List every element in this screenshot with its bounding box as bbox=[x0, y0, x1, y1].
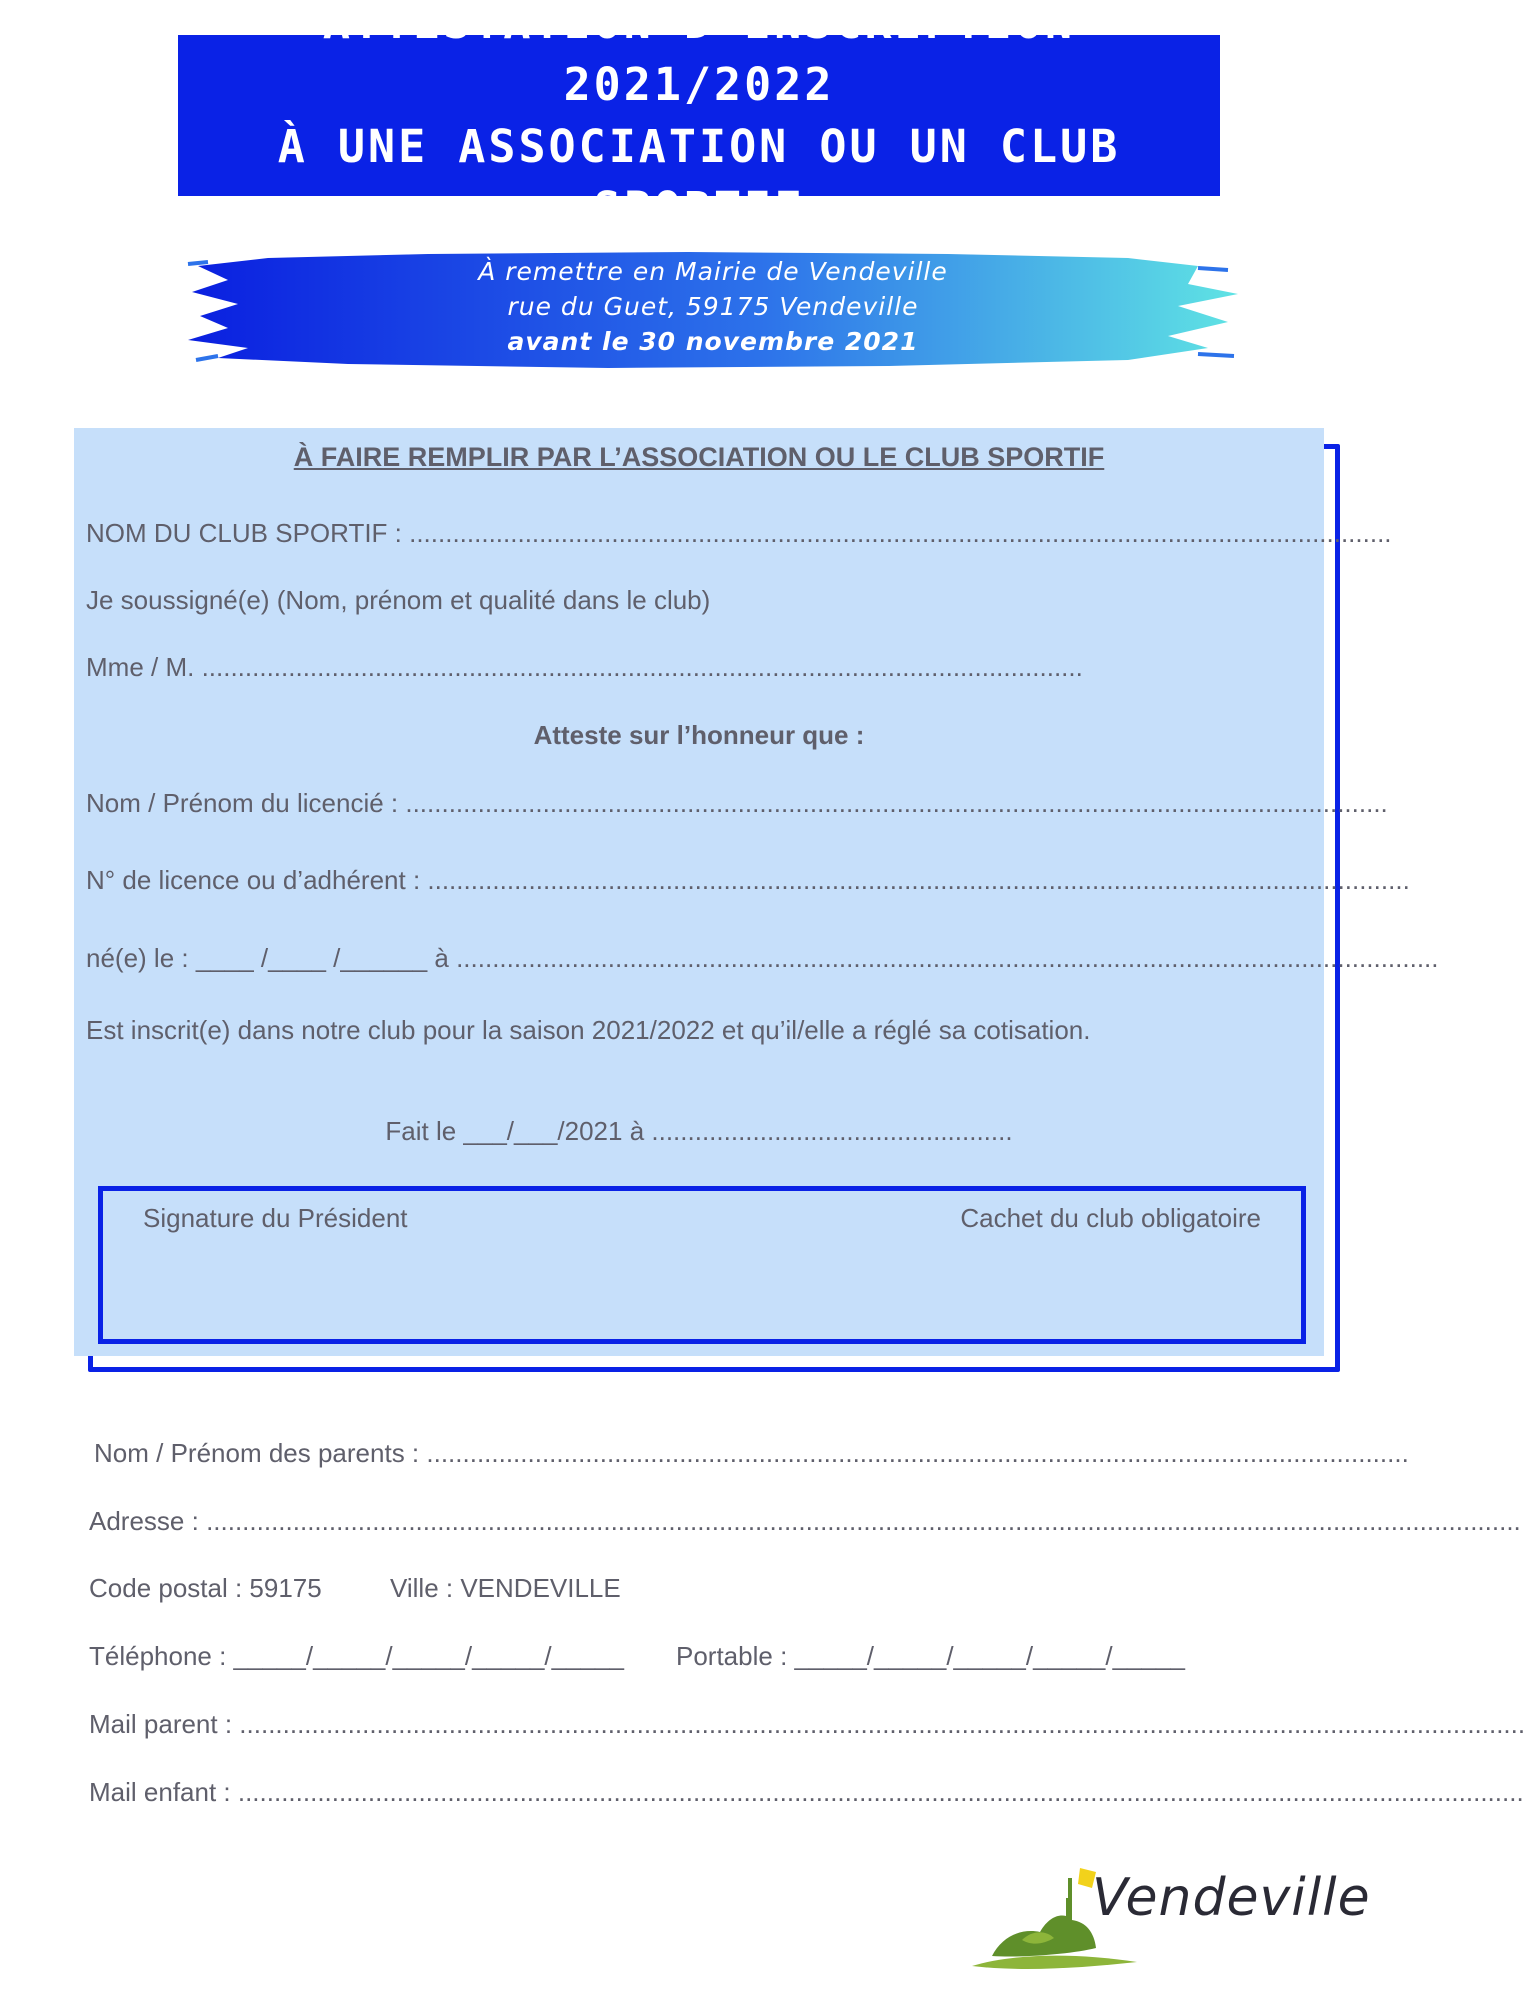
mail-parent-label: Mail parent : bbox=[89, 1709, 240, 1739]
done-at-field[interactable]: Fait le ___/___/2021 à .................................................. bbox=[385, 1116, 1013, 1146]
address-field[interactable]: Adresse : ...................................................................................................................................................................................... bbox=[89, 1506, 1521, 1536]
address-label: Adresse : bbox=[89, 1506, 207, 1536]
title-line-1: ATTESTATION D’INSCRIPTION 2021/2022 bbox=[322, 0, 1076, 111]
delivery-line-2: rue du Guet, 59175 Vendeville bbox=[507, 292, 919, 321]
club-name-label: NOM DU CLUB SPORTIF : bbox=[86, 518, 410, 548]
mobile-field[interactable]: Portable : _____/_____/_____/_____/_____ bbox=[676, 1641, 1185, 1671]
postal-code: Code postal : 59175 bbox=[89, 1573, 322, 1603]
delivery-banner bbox=[188, 244, 1238, 374]
birth-field[interactable]: né(e) le : ____ /____ /______ à ........................................................................................................................................ bbox=[86, 943, 1439, 973]
enrolment-statement: Est inscrit(e) dans notre club pour la saison 2021/2022 et qu’il/elle a réglé sa cotisation. bbox=[86, 1015, 1091, 1045]
club-section bbox=[74, 428, 1439, 1356]
delivery-instructions bbox=[188, 254, 1238, 364]
mail-parent-field[interactable]: Mail parent : .................................................................................................................................................................................. bbox=[89, 1709, 1525, 1739]
licensee-name-field[interactable]: Nom / Prénom du licencié : ........................................................................................................................................ bbox=[86, 788, 1388, 818]
signatory-name-field[interactable]: Mme / M. .......................................................................................................................... bbox=[86, 652, 1083, 682]
mail-child-label: Mail enfant : bbox=[89, 1777, 238, 1807]
delivery-line-1: À remettre en Mairie de Vendeville bbox=[478, 257, 948, 286]
president-signature-label: Signature du Président bbox=[143, 1203, 408, 1233]
signature-box[interactable] bbox=[98, 1186, 1306, 1344]
undersigned-label: Je soussigné(e) (Nom, prénom et qualité dans le club) bbox=[86, 585, 711, 615]
city: Ville : VENDEVILLE bbox=[390, 1573, 621, 1603]
signatory-label: Mme / M. bbox=[86, 652, 202, 682]
licence-label: N° de licence ou d’adhérent : bbox=[86, 865, 428, 895]
parents-name-field[interactable]: Nom / Prénom des parents : ........................................................................................................................................ bbox=[94, 1438, 1409, 1468]
licence-number-field[interactable]: N° de licence ou d’adhérent : ........................................................................................................................................ bbox=[86, 865, 1410, 895]
done-at-label: Fait le ___/___/2021 à bbox=[385, 1116, 652, 1146]
club-stamp-label: Cachet du club obligatoire bbox=[960, 1203, 1261, 1233]
delivery-deadline: avant le 30 novembre 2021 bbox=[507, 327, 919, 356]
club-name-field[interactable]: NOM DU CLUB SPORTIF : ........................................................................................................................................ bbox=[86, 518, 1392, 548]
vendeville-logo bbox=[962, 1858, 1371, 1978]
phone-field[interactable]: Téléphone : _____/_____/_____/_____/_____ bbox=[89, 1641, 624, 1671]
mail-child-field[interactable]: Mail enfant : .................................................................................................................................................................................. bbox=[89, 1777, 1524, 1807]
title-line-2: À UNE ASSOCIATION OU UN CLUB SPORTIF bbox=[277, 119, 1121, 235]
logo-text: Vendeville bbox=[1092, 1868, 1371, 1928]
club-section-heading: À FAIRE REMPLIR PAR L’ASSOCIATION OU LE CLUB SPORTIF bbox=[293, 442, 1105, 472]
title-banner bbox=[178, 0, 1220, 235]
licensee-label: Nom / Prénom du licencié : bbox=[86, 788, 406, 818]
attest-heading: Atteste sur l’honneur que : bbox=[533, 720, 865, 750]
birth-label: né(e) le : ____ /____ /______ à bbox=[86, 943, 457, 973]
parents-label: Nom / Prénom des parents : bbox=[94, 1438, 427, 1468]
